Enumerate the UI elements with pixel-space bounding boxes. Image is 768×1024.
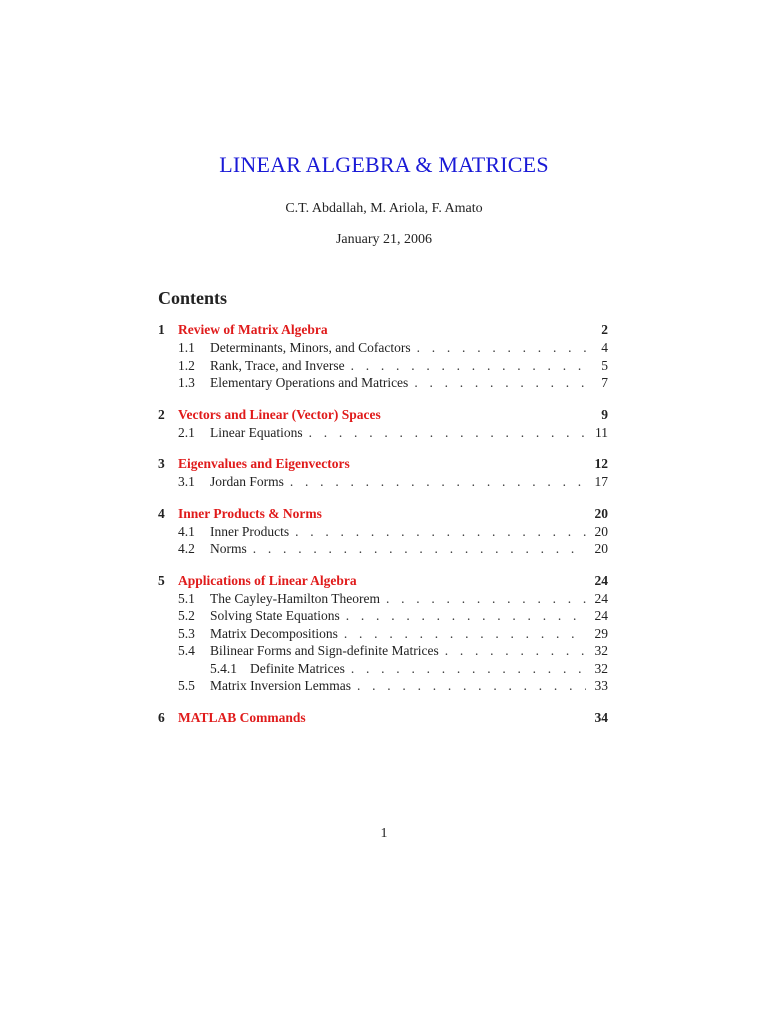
section-page: 12 (594, 456, 608, 471)
page-number: 1 (380, 826, 388, 841)
dot-leader (408, 375, 586, 391)
subsection-title-link[interactable]: Rank, Trace, and Inverse (210, 357, 345, 373)
section-number: 4 (158, 505, 165, 521)
table-of-contents (158, 322, 608, 742)
subsection-page: 24 (594, 590, 608, 606)
subsection-page: 33 (594, 678, 608, 693)
dot-leader (351, 678, 586, 694)
subsection-number: 5.2 (178, 608, 195, 623)
section-page: 20 (594, 505, 608, 521)
date: January 21, 2006 (335, 232, 433, 247)
dot-leader (247, 541, 586, 557)
dot-leader (289, 524, 586, 540)
subsection-title-link[interactable]: Matrix Decompositions (210, 625, 338, 641)
toc-section (158, 322, 608, 393)
dot-leader (284, 474, 586, 490)
subsection-page: 11 (595, 424, 608, 440)
dot-leader (380, 591, 586, 607)
section-title-link[interactable]: Inner Products & Norms (178, 505, 322, 521)
subsection-page: 17 (594, 474, 608, 489)
subsection-page: 32 (594, 643, 608, 658)
subsection-number: 1.2 (178, 357, 195, 373)
subsubsection-page: 32 (594, 660, 608, 676)
subsection-number: 5.1 (178, 590, 195, 606)
section-title-link[interactable]: Eigenvalues and Eigenvectors (178, 456, 350, 471)
subsection-page: 24 (594, 608, 608, 623)
section-page: 34 (594, 709, 608, 725)
toc-subsection-row[interactable] (158, 643, 608, 661)
subsubsection-number: 5.4.1 (210, 660, 237, 676)
subsection-title-link[interactable]: Jordan Forms (210, 474, 284, 489)
toc-section-row[interactable] (158, 506, 608, 524)
dot-leader (345, 661, 586, 677)
toc-subsection-row[interactable] (158, 425, 608, 443)
subsection-number: 3.1 (178, 474, 195, 489)
toc-subsection-row[interactable] (158, 591, 608, 609)
section-page: 9 (601, 406, 608, 422)
subsection-page: 20 (594, 541, 608, 556)
subsection-number: 1.1 (178, 340, 195, 355)
subsection-number: 5.3 (178, 625, 195, 641)
toc-section-row[interactable] (158, 407, 608, 425)
toc-section (158, 506, 608, 559)
subsection-title-link[interactable]: Matrix Inversion Lemmas (210, 678, 351, 693)
toc-section (158, 456, 608, 492)
dot-leader (340, 608, 586, 624)
toc-subsection-row[interactable] (158, 626, 608, 644)
toc-subsection-row[interactable] (158, 375, 608, 393)
dot-leader (345, 358, 586, 374)
section-number: 1 (158, 322, 165, 337)
dot-leader (303, 425, 586, 441)
toc-section-row[interactable] (158, 710, 608, 728)
toc-section-row[interactable] (158, 322, 608, 340)
subsection-page: 5 (601, 357, 608, 373)
toc-subsection-row[interactable] (158, 474, 608, 492)
subsection-page: 4 (601, 340, 608, 355)
subsubsection-title-link[interactable]: Definite Matrices (250, 660, 345, 676)
subsection-title-link[interactable]: Inner Products (210, 523, 290, 539)
section-title-link[interactable]: Applications of Linear Algebra (178, 572, 357, 588)
toc-subsubsection-row[interactable] (158, 661, 608, 679)
subsection-number: 4.1 (178, 523, 195, 539)
subsection-title-link[interactable]: Determinants, Minors, and Cofactors (210, 340, 411, 355)
toc-subsection-row[interactable] (158, 524, 608, 542)
toc-subsection-row[interactable] (158, 678, 608, 696)
toc-subsection-row[interactable] (158, 608, 608, 626)
subsection-page: 29 (594, 625, 608, 641)
authors: C.T. Abdallah, M. Ariola, F. Amato (285, 201, 483, 216)
subsection-page: 7 (601, 375, 608, 390)
toc-subsection-row[interactable] (158, 340, 608, 358)
subsection-title-link[interactable]: Bilinear Forms and Sign-definite Matrices (210, 643, 439, 658)
section-number: 2 (158, 406, 165, 422)
toc-subsection-row[interactable] (158, 541, 608, 559)
subsection-number: 5.5 (178, 678, 195, 693)
dot-leader (338, 626, 586, 642)
section-page: 2 (601, 322, 608, 337)
subsection-title-link[interactable]: Elementary Operations and Matrices (210, 375, 409, 390)
section-page: 24 (594, 572, 608, 588)
subsection-title-link[interactable]: The Cayley-Hamilton Theorem (210, 590, 380, 606)
section-title-link[interactable]: MATLAB Commands (178, 709, 306, 725)
dot-leader (411, 340, 586, 356)
toc-section (158, 573, 608, 696)
subsection-title-link[interactable]: Linear Equations (210, 424, 303, 440)
section-title-link[interactable]: Vectors and Linear (Vector) Spaces (178, 406, 381, 422)
subsection-number: 1.3 (178, 375, 195, 390)
section-number: 5 (158, 572, 165, 588)
toc-section-row[interactable] (158, 456, 608, 474)
section-number: 6 (158, 709, 165, 725)
document-title: LINEAR ALGEBRA & MATRICES (219, 152, 549, 177)
subsection-title-link[interactable]: Norms (210, 541, 247, 556)
subsection-title-link[interactable]: Solving State Equations (210, 608, 340, 623)
subsection-number: 2.1 (178, 424, 195, 440)
section-title-link[interactable]: Review of Matrix Algebra (178, 322, 328, 337)
section-number: 3 (158, 456, 165, 471)
dot-leader (439, 643, 586, 659)
subsection-page: 20 (594, 523, 608, 539)
contents-heading: Contents (158, 288, 228, 308)
toc-section-row[interactable] (158, 573, 608, 591)
subsection-number: 5.4 (178, 643, 195, 658)
toc-section (158, 407, 608, 443)
toc-subsection-row[interactable] (158, 358, 608, 376)
subsection-number: 4.2 (178, 541, 195, 556)
toc-section (158, 710, 608, 728)
